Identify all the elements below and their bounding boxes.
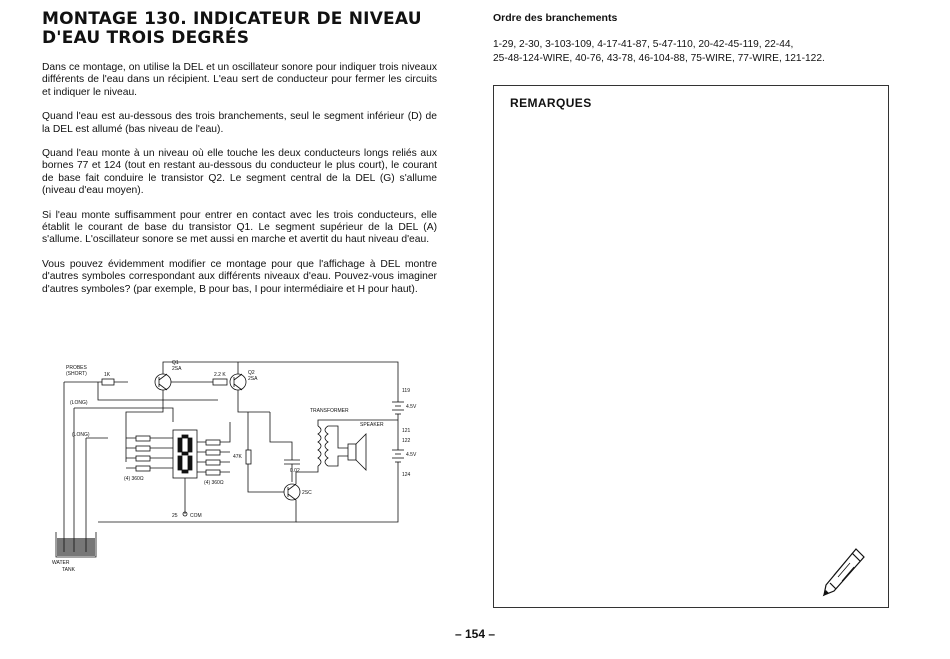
page-number: – 154 –: [454, 627, 496, 641]
paragraph-modification: Vous pouvez évidemment modifier ce montage pour que l'affichage à DEL montre d'autres symboles correspondant aux différents niveaux d'eau. Pouvez-vous imaginer d'autres symboles? (par exemple, B pour bas, I pour intermédiaire et H pour haut).: [42, 258, 437, 295]
pencil-icon: [816, 545, 866, 601]
connections-line-1: 1-29, 2-30, 3-103-109, 4-17-41-87, 5-47-110, 20-42-45-119, 22-44,: [493, 39, 794, 50]
res-left-label: (4) 360Ω: [124, 476, 144, 482]
r-47k-label: 47K: [233, 454, 242, 460]
speaker-label: SPEAKER: [360, 422, 384, 428]
battery1-voltage: 4.5V: [406, 404, 417, 410]
r1-label: 1K: [104, 372, 111, 378]
paragraph-low-level: Quand l'eau est au-dessous des trois branchements, seul le segment inférieur (D) de la DEL est allumé (bas niveau de l'eau).: [42, 111, 437, 135]
resistor-bank-right: [197, 422, 230, 475]
q1-type: 2SA: [172, 366, 182, 372]
q2-type: 2SA: [248, 376, 258, 382]
right-column: [493, 12, 893, 66]
connections-line-2: 25-48-124-WIRE, 40-76, 43-78, 46-104-88, 75-WIRE, 77-WIRE, 121-122.: [493, 53, 825, 64]
resistor-bank-left: [126, 436, 173, 471]
q3-label: 2SC: [302, 490, 312, 496]
paragraph-mid-level: Quand l'eau monte à un niveau où elle touche les deux conducteurs longs reliés aux bornes 77 et 124 (tout en restant au-dessous du conducteur le plus court), le courant de base fait conduire le transistor Q2. Le segment central de la DEL (G) s'allume (niveau d'eau moyen).: [42, 148, 437, 197]
water-label: WATER: [52, 560, 70, 566]
node-121: 121: [402, 428, 411, 434]
title-line-2: D'EAU TROIS DEGRÉS: [42, 28, 250, 48]
connections-heading: Ordre des branchements: [493, 12, 618, 24]
res-right-label: (4) 360Ω: [204, 480, 224, 486]
r2-label: 2.2 K: [214, 372, 226, 378]
title-line-1: MONTAGE 130. INDICATEUR DE NIVEAU: [42, 9, 422, 29]
tank-label: TANK: [62, 567, 75, 573]
probes-label: PROBES: [66, 365, 87, 371]
transistor-q2: [230, 374, 246, 390]
remarks-box: [493, 85, 889, 608]
remarks-title: REMARQUES: [510, 96, 592, 110]
page-title: [42, 10, 437, 48]
transistor-q1: [155, 374, 171, 390]
long-label-2: (LONG): [72, 432, 90, 438]
circuit-diagram: [38, 352, 418, 592]
battery-bottom: [392, 450, 404, 462]
q1-label: Q1: [172, 360, 179, 366]
paragraph-intro: Dans ce montage, on utilise la DEL et un oscillateur sonore pour indiquer trois niveaux différents de l'eau dans un récipient. L'eau sert de conducteur pour fermer les circuits et indiquer le niveau.: [42, 62, 437, 98]
q2-label: Q2: [248, 370, 255, 376]
com-label: COM: [190, 513, 202, 519]
transformer-label: TRANSFORMER: [310, 408, 349, 414]
battery2-voltage: 4.5V: [406, 452, 417, 458]
speaker-icon: [348, 434, 366, 470]
node-119: 119: [402, 388, 410, 394]
node-122: 122: [402, 438, 411, 444]
capacitor-label: 0.02: [290, 468, 300, 474]
transistor-2sc: [284, 484, 300, 500]
node-124: 124: [402, 472, 411, 478]
left-column: [42, 10, 437, 308]
long-label-1: (LONG): [70, 400, 88, 406]
transformer: [318, 426, 328, 466]
battery-top: [392, 402, 404, 414]
short-label: (SHORT): [66, 371, 87, 377]
paragraph-high-level: Si l'eau monte suffisamment pour entrer en contact avec les trois conducteurs, elle établit le courant de base du transistor Q1. Le segment supérieur de la DEL (A) s'allume. L'oscillateur sonore se met aussi en marche et avertit du haut niveau d'eau.: [42, 209, 437, 246]
com-number: 25: [172, 513, 178, 519]
led-display: [173, 430, 197, 478]
